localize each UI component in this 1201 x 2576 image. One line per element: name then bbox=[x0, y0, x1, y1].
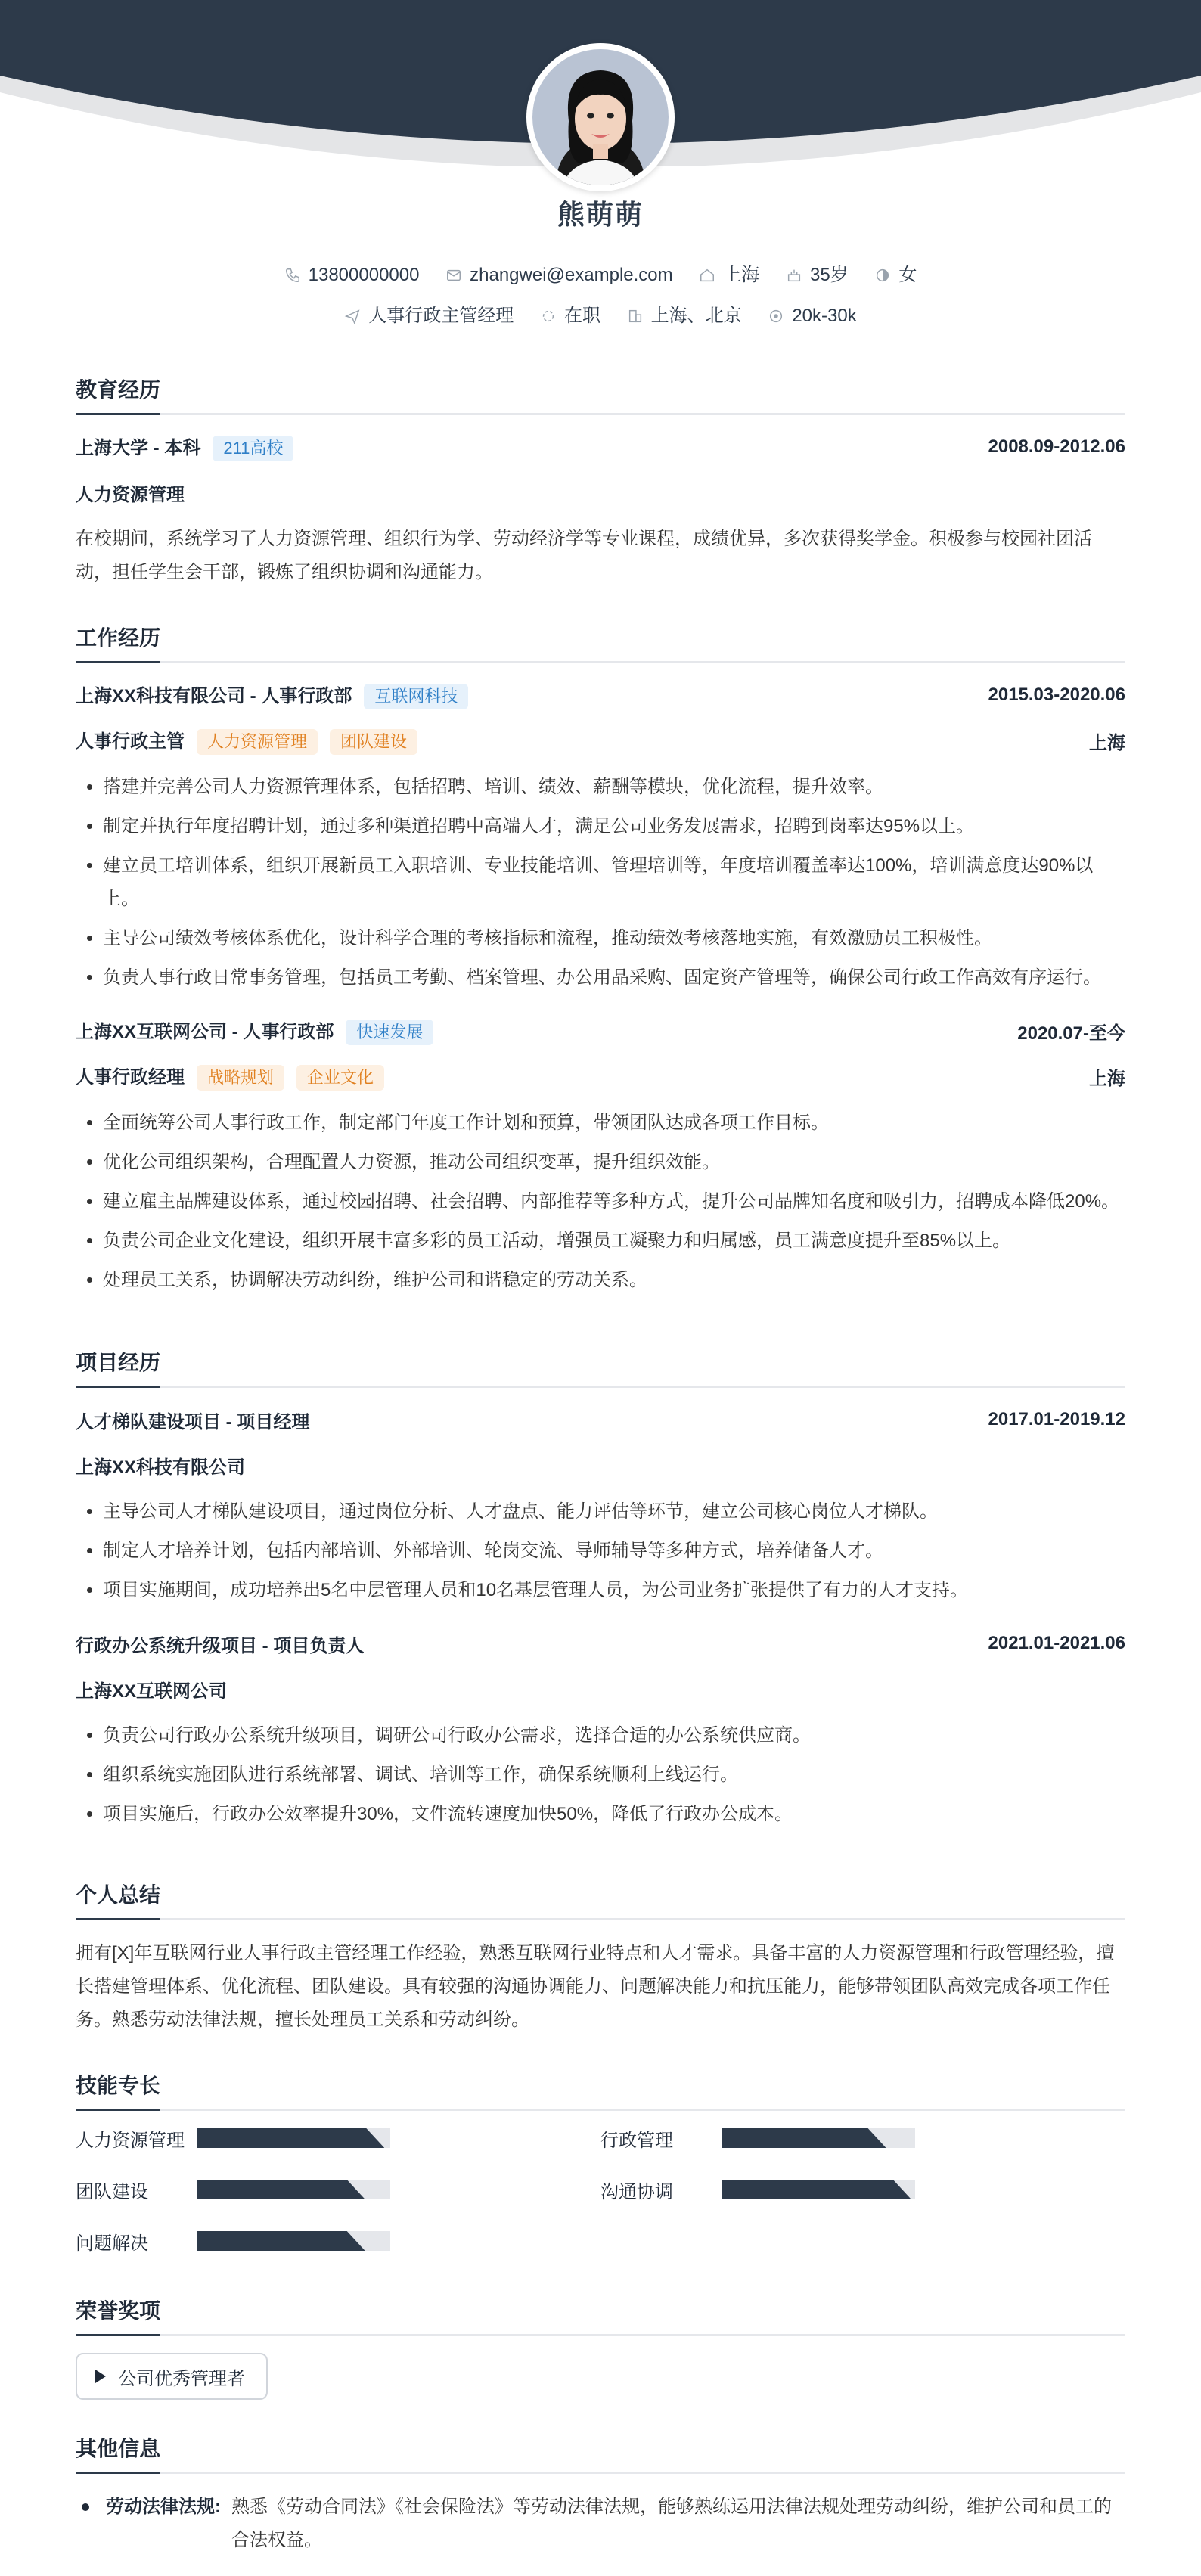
summary-text: 拥有[X]年互联网行业人事行政主管经理工作经验，熟悉互联网行业特点和人才需求。具备丰富的人力资源管理和行政管理经验，擅长搭建管理体系、优化流程、团队建设。具有较强的沟通协调能力、问题解决能力和抗压能力，能够带领团队高效完成各项工作任务。熟悉劳动法律法规，擅长处理员工关系和劳动纠纷。 bbox=[76, 1943, 1115, 2030]
skill-bar-fill bbox=[722, 2180, 911, 2199]
city-item bbox=[699, 259, 759, 286]
salary-icon bbox=[768, 308, 784, 324]
avatar bbox=[526, 43, 675, 191]
awards-section bbox=[76, 2295, 1125, 2400]
section-title: 个人总结 bbox=[76, 1879, 1125, 1920]
role-tag: 人力资源管理 bbox=[197, 729, 318, 755]
education-header bbox=[76, 432, 1125, 462]
phone-item bbox=[284, 265, 420, 286]
gender-item bbox=[874, 259, 917, 286]
list-item: • 负责公司企业文化建设，组织开展丰富多彩的员工活动，增强员工凝聚力和归属感，员工满意度提升至85%以上。 bbox=[103, 1224, 1125, 1258]
list-item: • 主导公司人才梯队建设项目，通过岗位分析、人才盘点、能力评估等环节，建立公司核心岗位人才梯队。 bbox=[103, 1495, 1125, 1529]
list-item: • 项目实施后，行政办公效率提升30%，文件流转速度加快50%，降低了行政办公成本。 bbox=[103, 1798, 1125, 1831]
job-role: 人事行政主管 bbox=[76, 731, 185, 752]
send-icon bbox=[344, 308, 361, 324]
position-item bbox=[344, 300, 514, 327]
company-name: 上海XX科技有限公司 - 人事行政部 bbox=[76, 686, 352, 706]
contact-row bbox=[0, 259, 1201, 286]
company-tag: 快速发展 bbox=[346, 1020, 433, 1045]
skills-section bbox=[76, 2069, 1125, 2252]
salary-item bbox=[768, 306, 856, 327]
work-section bbox=[76, 622, 1125, 1318]
avatar-photo bbox=[532, 49, 669, 185]
skill-bar bbox=[197, 2128, 390, 2148]
list-item: • 建立雇主品牌建设体系，通过校园招聘、社会招聘、内部推荐等多种方式，提升公司品牌知名度和吸引力，招聘成本降低20%。 bbox=[103, 1185, 1125, 1218]
phone-text: 13800000000 bbox=[308, 265, 420, 285]
project-bullets bbox=[76, 1495, 1125, 1607]
job-entry bbox=[76, 680, 1125, 995]
mail-icon bbox=[445, 267, 462, 284]
list-item: • 主导公司绩效考核体系优化，设计科学合理的考核指标和流程，推动绩效考核落地实施，有效激励员工积极性。 bbox=[103, 922, 1125, 955]
status-text: 在职 bbox=[563, 306, 600, 326]
project-name: 人才梯队建设项目 - 项目经理 bbox=[76, 1411, 310, 1432]
skill-bar-fill bbox=[197, 2231, 365, 2251]
skill-item: 人力资源管理 bbox=[76, 2128, 600, 2149]
section-title: 项目经历 bbox=[76, 1346, 1125, 1388]
status-icon bbox=[540, 308, 557, 324]
skill-bar bbox=[197, 2231, 390, 2251]
list-item: • 负责公司行政办公系统升级项目，调研公司行政办公需求，选择合适的办公系统供应商。 bbox=[103, 1719, 1125, 1752]
company-tag: 互联网科技 bbox=[364, 684, 468, 709]
skill-item: 沟通协调 bbox=[600, 2179, 1125, 2200]
list-item: • 搭建并完善公司人力资源管理体系，包括招聘、培训、绩效、薪酬等模块，优化流程，提升效率。 bbox=[103, 771, 1125, 804]
target-city-text: 上海、北京 bbox=[650, 306, 742, 326]
section-title: 技能专长 bbox=[76, 2069, 1125, 2111]
list-item: • 制定人才培养计划，包括内部培训、外部培训、轮岗交流、导师辅导等多种方式，培养储备人才。 bbox=[103, 1535, 1125, 1568]
company-name: 上海XX互联网公司 - 人事行政部 bbox=[76, 1022, 334, 1042]
section-title: 工作经历 bbox=[76, 622, 1125, 663]
email-text: zhangwei@example.com bbox=[470, 265, 673, 285]
gender-text: 女 bbox=[898, 265, 917, 285]
section-title: 荣誉奖项 bbox=[76, 2295, 1125, 2336]
list-item: • 全面统筹公司人事行政工作，制定部门年度工作计划和预算，带领团队达成各项工作目标。 bbox=[103, 1106, 1125, 1140]
play-icon bbox=[95, 2370, 106, 2383]
education-section bbox=[76, 374, 1125, 597]
project-org: 上海XX互联网公司 bbox=[76, 1681, 228, 1702]
skills-grid bbox=[76, 2128, 1125, 2252]
building-icon bbox=[627, 308, 644, 324]
job-bullets bbox=[76, 771, 1125, 995]
list-item: • 组织系统实施团队进行系统部署、调试、培训等工作，确保系统顺利上线运行。 bbox=[103, 1758, 1125, 1792]
award-chip: 公司优秀管理者 bbox=[76, 2353, 268, 2400]
school-tag: 211高校 bbox=[213, 436, 293, 461]
major-line bbox=[76, 477, 1125, 507]
job-period: 2015.03-2020.06 bbox=[988, 684, 1125, 705]
summary-section bbox=[76, 1879, 1125, 2044]
other-label: 劳动法律法规: bbox=[106, 2497, 221, 2517]
list-item: • 优化公司组织架构，合理配置人力资源，推动公司组织变革，提升组织效能。 bbox=[103, 1146, 1125, 1179]
job-bullets bbox=[76, 1106, 1125, 1297]
job-period: 2020.07-至今 bbox=[1017, 1023, 1125, 1044]
role-tag: 团队建设 bbox=[330, 729, 417, 755]
list-item: • 制定并执行年度招聘计划，通过多种渠道招聘中高端人才，满足公司业务发展需求，招聘到岗率达95%以上。 bbox=[103, 810, 1125, 843]
phone-icon bbox=[284, 267, 301, 284]
other-section bbox=[76, 2432, 1125, 2557]
project-bullets bbox=[76, 1719, 1125, 1831]
target-city-item bbox=[627, 300, 742, 327]
salary-text: 20k-30k bbox=[792, 306, 857, 326]
cake-icon bbox=[786, 267, 802, 284]
bullet-icon bbox=[82, 2503, 89, 2511]
gender-icon bbox=[874, 267, 891, 284]
skill-item: 行政管理 bbox=[600, 2128, 1125, 2149]
skill-item: 问题解决 bbox=[76, 2230, 600, 2252]
status-item bbox=[540, 300, 600, 327]
skill-bar bbox=[722, 2128, 915, 2148]
education-description: 在校期间，系统学习了人力资源管理、组织行为学、劳动经济学等专业课程，成绩优异，多次获得奖学金。积极参与校园社团活动，担任学生会干部，锻炼了组织协调和沟通能力。 bbox=[76, 529, 1092, 582]
job-entry bbox=[76, 1016, 1125, 1297]
skill-item: 团队建设 bbox=[76, 2179, 600, 2200]
education-period: 2008.09-2012.06 bbox=[988, 436, 1125, 457]
list-item: • 处理员工关系，协调解决劳动纠纷，维护公司和谐稳定的劳动关系。 bbox=[103, 1264, 1125, 1297]
list-item: • 负责人事行政日常事务管理，包括员工考勤、档案管理、办公用品采购、固定资产管理等，确保公司行政工作高效有序运行。 bbox=[103, 961, 1125, 995]
project-entry bbox=[76, 1628, 1125, 1831]
project-name: 行政办公系统升级项目 - 项目负责人 bbox=[76, 1635, 365, 1656]
age-text: 35岁 bbox=[809, 265, 849, 285]
skill-bar-fill bbox=[197, 2180, 365, 2199]
project-org: 上海XX科技有限公司 bbox=[76, 1457, 246, 1478]
home-icon bbox=[699, 267, 715, 284]
list-item: • 建立员工培训体系，组织开展新员工入职培训、专业技能培训、管理培训等，年度培训覆盖率达100%，培训满意度达90%以上。 bbox=[103, 849, 1125, 916]
other-item bbox=[76, 2491, 1125, 2557]
school-name: 上海大学 - 本科 bbox=[76, 438, 201, 458]
project-entry bbox=[76, 1404, 1125, 1607]
project-period: 2017.01-2019.12 bbox=[988, 1409, 1125, 1429]
candidate-name: 熊萌萌 bbox=[557, 199, 644, 230]
projects-section bbox=[76, 1346, 1125, 1852]
skill-bar bbox=[197, 2180, 390, 2199]
skill-bar bbox=[722, 2180, 915, 2199]
position-text: 人事行政主管经理 bbox=[368, 306, 514, 326]
other-text: 熟悉《劳动合同法》《社会保险法》等劳动法律法规，能够熟练运用法律法规处理劳动纠纷，维护公司和员工的合法权益。 bbox=[231, 2497, 1112, 2550]
job-intent-row bbox=[0, 300, 1201, 327]
job-location: 上海 bbox=[1089, 1068, 1125, 1089]
job-role: 人事行政经理 bbox=[76, 1067, 185, 1088]
job-location: 上海 bbox=[1089, 732, 1125, 753]
age-item bbox=[786, 259, 849, 286]
skill-bar-fill bbox=[722, 2128, 886, 2148]
section-title: 其他信息 bbox=[76, 2432, 1125, 2474]
section-title: 教育经历 bbox=[76, 374, 1125, 415]
list-item: • 项目实施期间，成功培养出5名中层管理人员和10名基层管理人员，为公司业务扩张提供了有力的人才支持。 bbox=[103, 1574, 1125, 1607]
project-period: 2021.01-2021.06 bbox=[988, 1633, 1125, 1653]
email-item bbox=[445, 265, 673, 286]
role-tag: 战略规划 bbox=[197, 1065, 284, 1091]
major: 人力资源管理 bbox=[76, 484, 185, 505]
skill-bar-fill bbox=[197, 2128, 384, 2148]
city-text: 上海 bbox=[723, 265, 760, 285]
role-tag: 企业文化 bbox=[296, 1065, 384, 1091]
